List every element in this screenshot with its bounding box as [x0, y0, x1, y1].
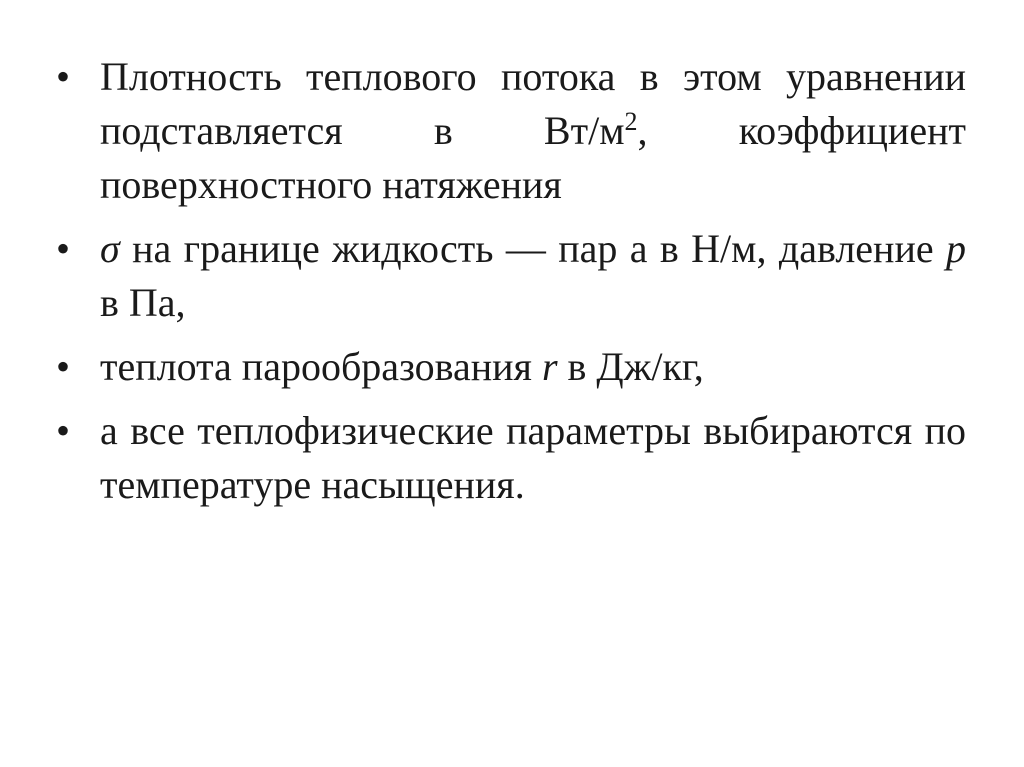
- bullet-text: в Дж/кг,: [557, 344, 704, 389]
- bullet-marker: •: [56, 344, 71, 389]
- latent-heat-symbol: r: [541, 344, 558, 389]
- bullet-text: теплота парообразования: [100, 344, 542, 389]
- bullet-text: , коэффициент поверхностного натяжения: [100, 108, 966, 207]
- bullet-text: а все теплофизические параметры выбираются по температуре насыщения.: [100, 408, 966, 507]
- bullet-text: Плотность теплового потока в этом уравнении подставляется в Вт/м: [100, 54, 966, 153]
- bullet-list: [56, 50, 966, 522]
- bullet-text: на границе жидкость — пар а в Н/м, давление: [119, 226, 946, 271]
- sigma-symbol: σ: [100, 226, 120, 271]
- bullet-marker: •: [56, 54, 71, 99]
- bullet-marker: •: [56, 226, 71, 271]
- bullet-text: в Па,: [100, 280, 186, 325]
- bullet-marker: •: [56, 408, 71, 453]
- bullet-item-latent-heat: [56, 340, 966, 394]
- bullet-item-properties: [56, 404, 966, 512]
- bullet-item-surface-tension: [56, 222, 966, 330]
- bullet-item-heat-flux: [56, 50, 966, 212]
- superscript: 2: [624, 107, 638, 136]
- pressure-symbol: p: [946, 226, 966, 271]
